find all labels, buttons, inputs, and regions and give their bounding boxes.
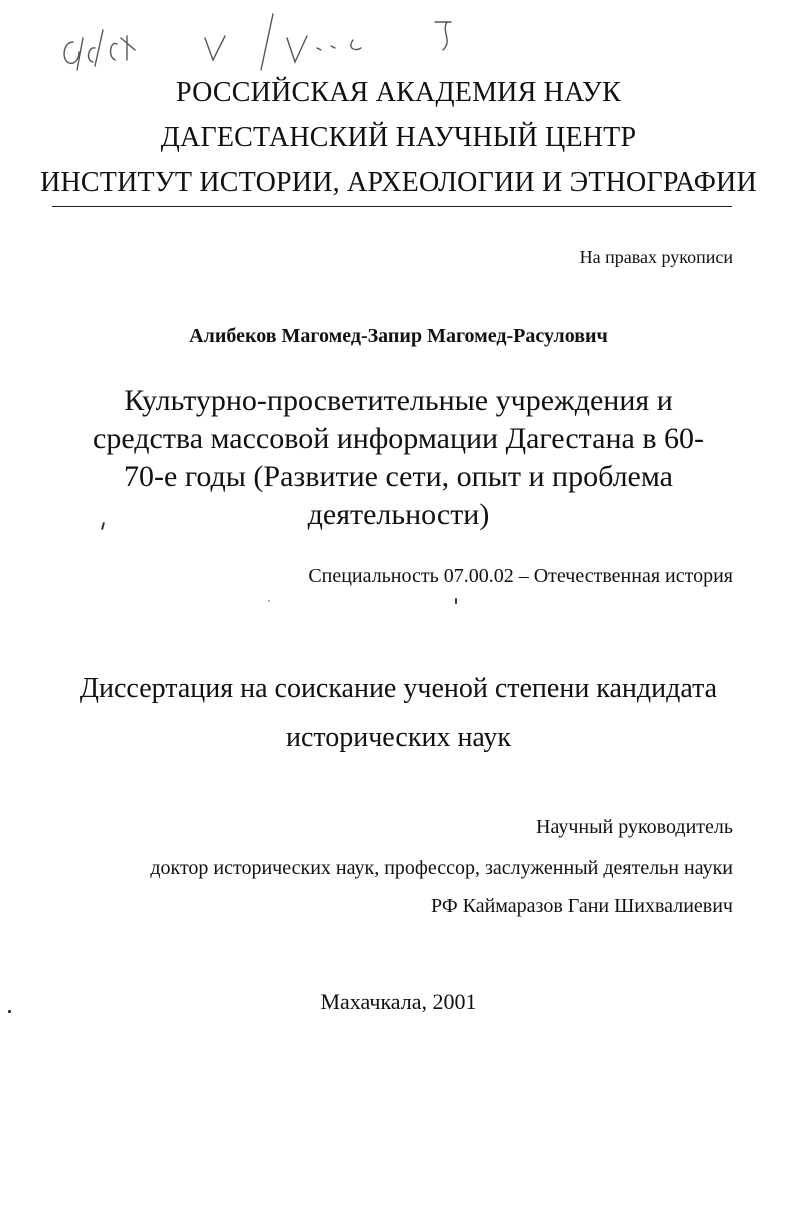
academy-name: РОССИЙСКАЯ АКАДЕМИЯ НАУК — [176, 77, 621, 108]
header-divider — [52, 206, 732, 207]
center-name: ДАГЕСТАНСКИЙ НАУЧНЫЙ ЦЕНТР — [160, 122, 637, 153]
title-line: деятельности) — [307, 498, 490, 531]
advisor-credentials: доктор исторических наук, профессор, заслуженный деятельн науки — [150, 857, 733, 879]
specialty-line: Специальность 07.00.02 – Отечественная история — [308, 565, 733, 587]
dissertation-title — [40, 382, 757, 534]
title-line: средства массовой информации Дагестана в 60- — [93, 422, 704, 455]
handwritten-archive-mark — [55, 8, 485, 78]
degree-field: исторических наук — [285, 722, 512, 753]
author-name: Алибеков Магомед-Запир Магомед-Расулович — [189, 325, 608, 347]
degree-statement: Диссертация на соискание ученой степени кандидата — [79, 673, 718, 704]
title-line: Культурно-просветительные учреждения и — [124, 384, 673, 417]
place-and-year: Махачкала, 2001 — [320, 989, 477, 1014]
title-line: 70-е годы (Развитие сети, опыт и проблема — [124, 460, 673, 493]
advisor-name: РФ Каймаразов Гани Шихвалиевич — [431, 895, 733, 917]
manuscript-rights-note: На правах рукописи — [579, 247, 733, 267]
scan-speck — [8, 1010, 11, 1013]
institute-name: ИНСТИТУТ ИСТОРИИ, АРХЕОЛОГИИ И ЭТНОГРАФИИ — [40, 167, 757, 198]
scan-speck — [455, 598, 457, 604]
advisor-role: Научный руководитель — [536, 816, 733, 838]
scan-speck — [268, 600, 270, 602]
